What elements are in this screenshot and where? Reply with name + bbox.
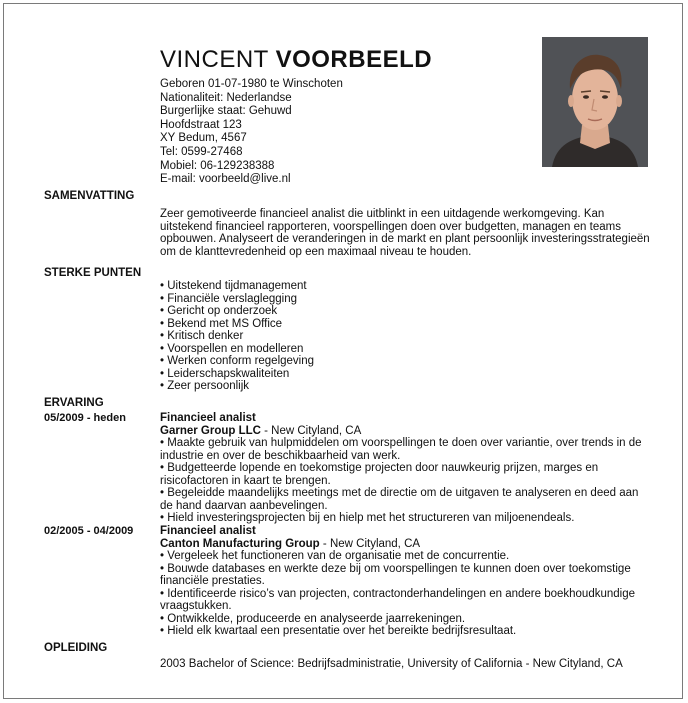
list-item: • Kritisch denker bbox=[160, 330, 244, 342]
candidate-name bbox=[160, 46, 432, 74]
strengths-list bbox=[160, 280, 650, 393]
resume-page bbox=[3, 3, 683, 699]
last-name: VOORBEELD bbox=[275, 46, 433, 73]
mobile-line: Mobiel: 06-129238388 bbox=[160, 159, 275, 172]
job-employer bbox=[160, 538, 650, 551]
job-title: Financieel analist bbox=[160, 412, 256, 424]
education-heading: OPLEIDING bbox=[44, 642, 108, 654]
education-text: 2003 Bachelor of Science: Bedrijfsadministratie, University of California - New Cityland, CA bbox=[160, 658, 623, 670]
list-item: • Hield investeringsprojecten bij en hielp met het structureren van miljoenendeals. bbox=[160, 512, 575, 524]
list-item: • Budgetteerde lopende en toekomstige projecten door nauwkeurig prijzen, marges en risicofactoren in kaart te brengen. bbox=[160, 462, 599, 487]
list-item: • Werken conform regelgeving bbox=[160, 355, 315, 367]
birth-line: Geboren 01-07-1980 te Winschoten bbox=[160, 78, 343, 90]
email-line: E-mail: voorbeeld@live.nl bbox=[160, 173, 291, 186]
strengths-heading: STERKE PUNTEN bbox=[44, 267, 142, 279]
portrait-illustration bbox=[542, 37, 648, 167]
list-item: • Financiële verslaglegging bbox=[160, 292, 297, 305]
summary-heading: SAMENVATTING bbox=[44, 190, 135, 202]
marital-status-line: Burgerlijke staat: Gehuwd bbox=[160, 105, 292, 118]
job-date-2: 02/2005 - 04/2009 bbox=[44, 525, 134, 537]
job-employer bbox=[160, 425, 650, 438]
list-item: • Maakte gebruik van hulpmiddelen om voorspellingen te doen over variantie, over trends in de industrie en over de beschikbaarheid van werk. bbox=[160, 437, 642, 462]
list-item: • Bouwde databases en werkte deze bij om voorspellingen te kunnen doen over toekomstige financiële prestaties. bbox=[160, 562, 631, 587]
list-item: • Vergeleek het functioneren van de organisatie met de concurrentie. bbox=[160, 550, 510, 562]
nationality-line: Nationaliteit: Nederlandse bbox=[160, 91, 292, 104]
list-item: • Ontwikkelde, produceerde en analyseerde jaarrekeningen. bbox=[160, 612, 466, 625]
street-line: Hoofdstraat 123 bbox=[160, 118, 242, 131]
contact-info bbox=[160, 78, 343, 187]
job-title: Financieel analist bbox=[160, 525, 256, 537]
profile-photo bbox=[542, 37, 648, 167]
list-item: • Begeleidde maandelijks meetings met de directie om de uitgaven te analyseren en deed aan de hand daarvan aanbevelingen. bbox=[160, 487, 639, 512]
list-item: • Uitstekend tijdmanagement bbox=[160, 280, 307, 292]
list-item: • Identificeerde risico’s van projecten, contractonderhandelingen en andere boekhoudkundige vraagstukken. bbox=[160, 587, 636, 612]
phone-line: Tel: 0599-27468 bbox=[160, 145, 243, 158]
list-item: • Hield elk kwartaal een presentatie over het bereikte bedrijfsresultaat. bbox=[160, 625, 517, 637]
company-location: - New Cityland, CA bbox=[260, 424, 362, 437]
job-date-1: 05/2009 - heden bbox=[44, 412, 126, 424]
job-entry-2 bbox=[160, 525, 650, 638]
list-item: • Voorspellen en modelleren bbox=[160, 342, 304, 355]
company-location: - New Cityland, CA bbox=[319, 537, 421, 550]
list-item: • Zeer persoonlijk bbox=[160, 380, 250, 392]
city-line: XY Bedum, 4567 bbox=[160, 132, 247, 145]
experience-heading: ERVARING bbox=[44, 397, 104, 409]
first-name: VINCENT bbox=[160, 46, 269, 73]
job-entry-1 bbox=[160, 412, 650, 525]
list-item: • Bekend met MS Office bbox=[160, 317, 283, 330]
summary-text: Zeer gemotiveerde financieel analist die uitblinkt in een uitdagende werkomgeving. Kan uitstekend financieel rapporteren, voorspellingen doen over budgetten, managen en teams opbouwen. Analyseert de veranderingen in de markt en plant persoonlijk investeringsstrategieën om de klanttevredenheid op een maximaal niveau te houden. bbox=[160, 208, 650, 258]
list-item: • Gericht op onderzoek bbox=[160, 305, 278, 317]
list-item: • Leiderschapskwaliteiten bbox=[160, 367, 290, 380]
company-name: Canton Manufacturing Group bbox=[160, 537, 320, 550]
company-name: Garner Group LLC bbox=[160, 424, 261, 437]
